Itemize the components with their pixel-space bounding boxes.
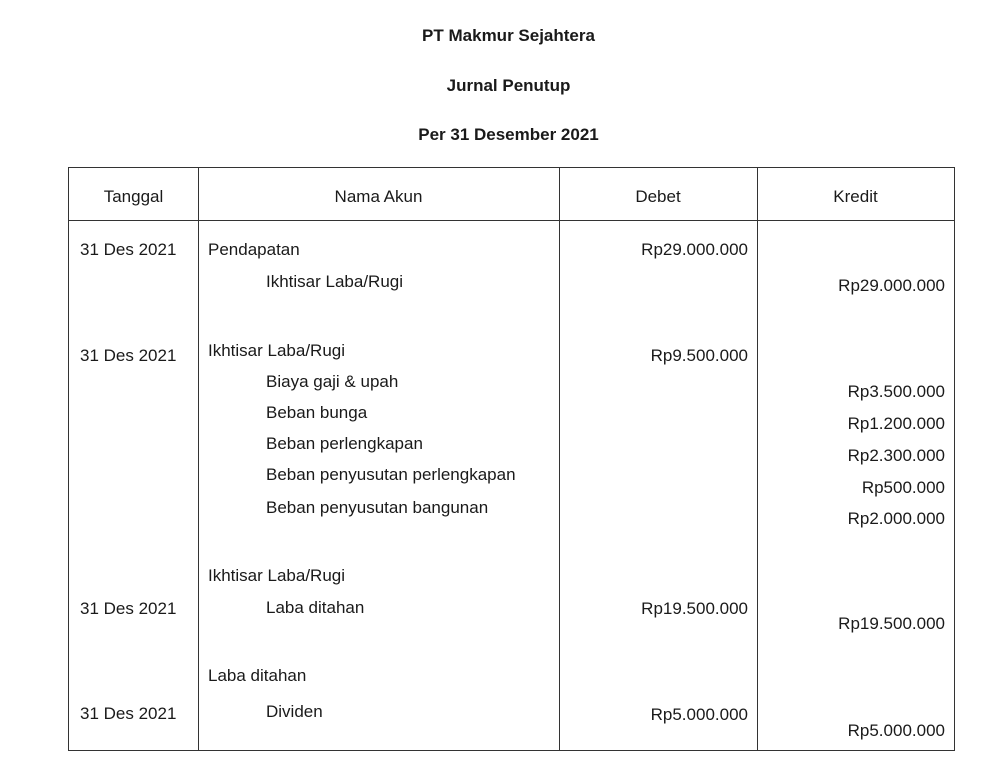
credit-account-name: Dividen bbox=[266, 702, 323, 721]
column-divider bbox=[198, 168, 199, 750]
credit-amount: Rp2.300.000 bbox=[847, 446, 945, 465]
debit-account-name: Ikhtisar Laba/Rugi bbox=[208, 566, 346, 585]
debit-amount: Rp5.000.000 bbox=[650, 705, 748, 724]
credit-amount: Rp5.000.000 bbox=[847, 721, 945, 740]
column-header-credit: Kredit bbox=[833, 187, 878, 206]
debit-amount: Rp9.500.000 bbox=[650, 346, 748, 365]
column-divider bbox=[757, 168, 758, 750]
debit-account-name: Pendapatan bbox=[208, 240, 300, 259]
company-name: PT Makmur Sejahtera bbox=[422, 26, 595, 45]
column-header-date: Tanggal bbox=[103, 187, 164, 206]
entry-date: 31 Des 2021 bbox=[80, 346, 177, 365]
credit-account-name: Ikhtisar Laba/Rugi bbox=[266, 272, 404, 291]
credit-account-name: Biaya gaji & upah bbox=[266, 372, 399, 391]
credit-amount: Rp29.000.000 bbox=[838, 276, 945, 295]
credit-amount: Rp1.200.000 bbox=[847, 414, 945, 433]
header-divider bbox=[69, 220, 954, 221]
credit-amount: Rp19.500.000 bbox=[838, 614, 945, 633]
credit-account-name: Laba ditahan bbox=[266, 598, 365, 617]
column-header-account: Nama Akun bbox=[334, 187, 423, 206]
entry-date: 31 Des 2021 bbox=[80, 599, 177, 618]
journal-title: Jurnal Penutup bbox=[446, 76, 571, 95]
entry-date: 31 Des 2021 bbox=[80, 704, 177, 723]
journal-period: Per 31 Desember 2021 bbox=[418, 125, 599, 144]
credit-account-name: Beban penyusutan perlengkapan bbox=[266, 465, 516, 484]
debit-account-name: Ikhtisar Laba/Rugi bbox=[208, 341, 346, 360]
credit-account-name: Beban penyusutan bangunan bbox=[266, 498, 489, 517]
debit-amount: Rp19.500.000 bbox=[641, 599, 748, 618]
entry-date: 31 Des 2021 bbox=[80, 240, 177, 259]
credit-account-name: Beban perlengkapan bbox=[266, 434, 423, 453]
column-divider bbox=[559, 168, 560, 750]
credit-amount: Rp2.000.000 bbox=[847, 509, 945, 528]
credit-account-name: Beban bunga bbox=[266, 403, 368, 422]
journal-table bbox=[68, 167, 955, 751]
column-header-debit: Debet bbox=[635, 187, 681, 206]
credit-amount: Rp3.500.000 bbox=[847, 382, 945, 401]
debit-amount: Rp29.000.000 bbox=[641, 240, 748, 259]
credit-amount: Rp500.000 bbox=[861, 478, 945, 497]
debit-account-name: Laba ditahan bbox=[208, 666, 307, 685]
